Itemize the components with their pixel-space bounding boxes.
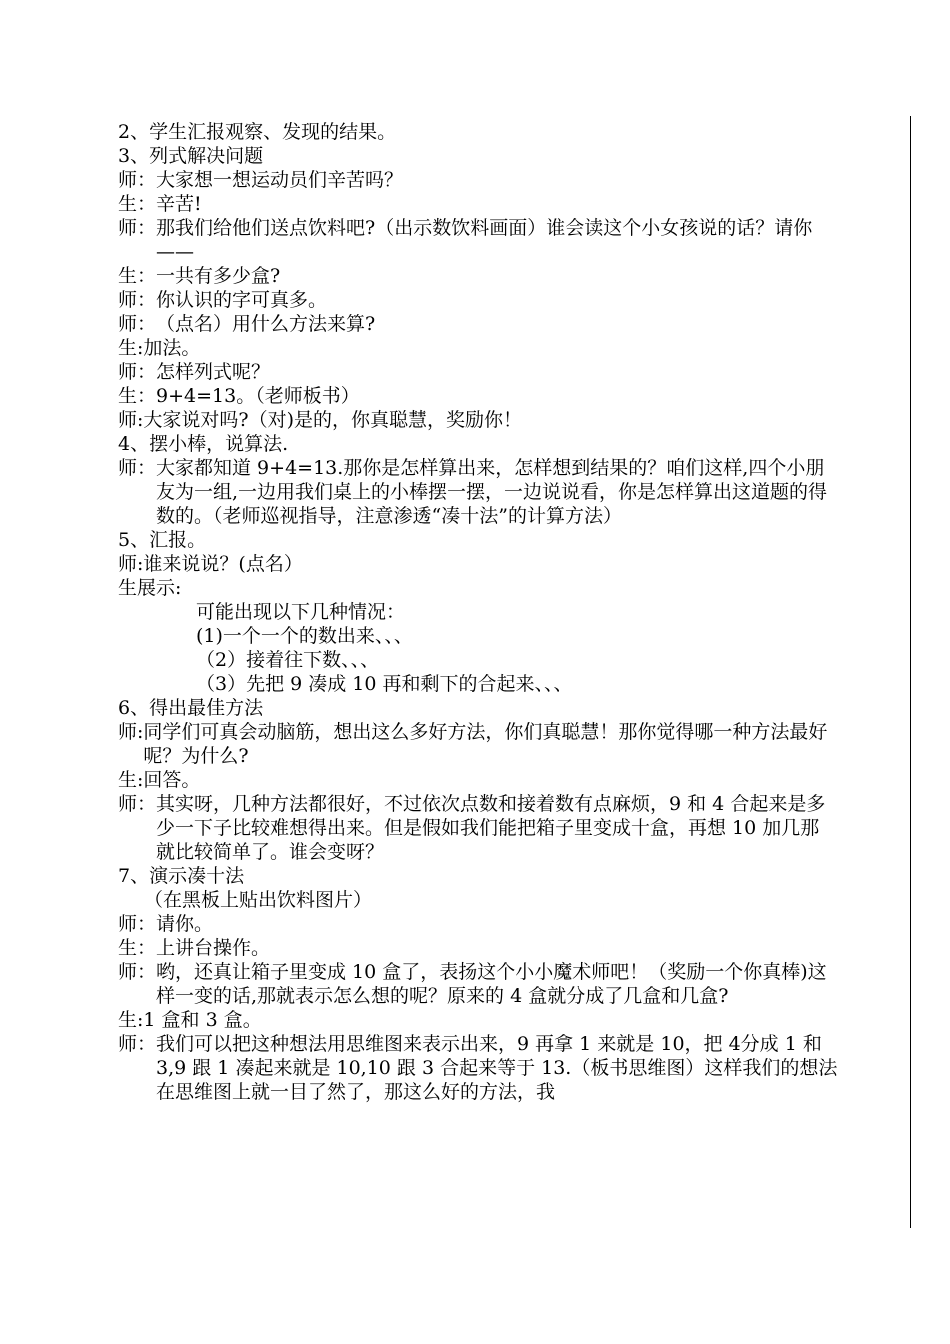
line-text: 大家想一想运动员们辛苦吗？ <box>156 169 404 191</box>
line-text: 4、摆小棒，说算法. <box>118 433 289 455</box>
transcript-line <box>118 168 838 192</box>
line-text: 哟，还真让箱子里变成 10 盒了，表扬这个小小魔术师吧！（奖励一个你真棒)这样一变的话,那就表示怎么想的呢？原来的 4 盒就分成了几盒和几盒? <box>156 961 827 1007</box>
speaker-label: 师: <box>118 409 144 431</box>
line-text: 那我们给他们送点饮料吧?（出示数饮料画面）谁会读这个小女孩说的话？请你—— <box>156 217 813 263</box>
transcript-line <box>118 960 838 1008</box>
speaker-label: 生： <box>118 193 157 215</box>
line-text: 我们可以把这种想法用思维图来表示出来，9 再拿 1 来就是 10，把 4分成 1 和 3,9 跟 1 凑起来就是 10,10 跟 3 合起来等于 13.（板书思维图）这样我们的想法在思维图上就一目了然了，那这么好的方法，我 <box>156 1033 838 1103</box>
transcript-line <box>118 456 838 528</box>
transcript-line <box>118 720 838 768</box>
speaker-label: 师： <box>118 1033 157 1055</box>
transcript-line <box>118 216 838 264</box>
speaker-label: 师： <box>118 313 157 335</box>
line-text: （3）先把 9 凑成 10 再和剩下的合起来、、、 <box>196 673 573 695</box>
speaker-label: 师： <box>118 961 157 983</box>
line-text: 其实呀，几种方法都很好，不过依次点数和接着数有点麻烦，9 和 4 合起来是多少一下子比较难想得出来。但是假如我们能把箱子里变成十盒，再想 10 加几那就比较简单了。谁会变呀？ <box>156 793 826 863</box>
speaker-label: 师: <box>118 553 144 575</box>
transcript-line <box>118 552 838 576</box>
line-text: 你认识的字可真多。 <box>156 289 328 311</box>
line-text: 大家说对吗?（对)是的，你真聪慧，奖励你！ <box>143 409 523 431</box>
right-margin-rule <box>910 116 911 1228</box>
line-text: 请你。 <box>156 913 214 935</box>
line-text: （在黑板上贴出饮料图片） <box>144 889 373 911</box>
speaker-label: 生: <box>118 337 144 359</box>
transcript-line <box>118 1008 838 1032</box>
line-text: （2）接着往下数、、、 <box>196 649 380 671</box>
speaker-label: 师： <box>118 913 157 935</box>
line-text: 谁来说说？(点名） <box>143 553 303 575</box>
transcript-line <box>118 696 838 720</box>
lesson-transcript <box>118 120 838 1104</box>
speaker-label: 师： <box>118 289 157 311</box>
speaker-label: 师： <box>118 169 157 191</box>
speaker-label: 生： <box>118 385 157 407</box>
transcript-line <box>118 528 838 552</box>
line-text: (1)一个一个的数出来、、、 <box>196 625 413 647</box>
line-text: 可能出现以下几种情况： <box>196 601 406 623</box>
transcript-line <box>118 312 838 336</box>
speaker-label: 师： <box>118 793 157 815</box>
transcript-line <box>118 912 838 936</box>
line-text: 9+4=13。（老师板书） <box>156 385 360 407</box>
transcript-line <box>118 576 838 600</box>
transcript-line <box>118 144 838 168</box>
transcript-line <box>118 288 838 312</box>
transcript-line <box>118 432 838 456</box>
transcript-line <box>118 120 838 144</box>
transcript-line <box>118 360 838 384</box>
line-text: 同学们可真会动脑筋，想出这么多好方法，你们真聪慧！那你觉得哪一种方法最好呢？为什么? <box>143 721 828 767</box>
transcript-line <box>118 672 838 696</box>
line-text: 上讲台操作。 <box>156 937 271 959</box>
speaker-label: 师： <box>118 217 157 239</box>
transcript-line <box>118 1032 838 1104</box>
line-text: 1 盒和 3 盒。 <box>143 1009 262 1031</box>
line-text: 生展示: <box>118 577 182 599</box>
speaker-label: 生： <box>118 265 157 287</box>
line-text: 2、学生汇报观察、发现的结果。 <box>118 121 397 143</box>
transcript-line <box>118 864 838 888</box>
transcript-line <box>118 600 838 624</box>
speaker-label: 师: <box>118 721 144 743</box>
line-text: 7、演示凑十法 <box>118 865 245 887</box>
speaker-label: 师： <box>118 457 157 479</box>
line-text: 加法。 <box>143 337 201 359</box>
transcript-line <box>118 624 838 648</box>
line-text: 回答。 <box>143 769 201 791</box>
line-text: （点名）用什么方法来算? <box>156 313 376 335</box>
line-text: 怎样列式呢？ <box>156 361 271 383</box>
speaker-label: 师： <box>118 361 157 383</box>
line-text: 5、汇报。 <box>118 529 207 551</box>
line-text: 6、得出最佳方法 <box>118 697 264 719</box>
transcript-line <box>118 384 838 408</box>
transcript-line <box>118 792 838 864</box>
transcript-line <box>118 408 838 432</box>
speaker-label: 生： <box>118 937 157 959</box>
line-text: 一共有多少盒? <box>156 265 281 287</box>
speaker-label: 生: <box>118 1009 144 1031</box>
transcript-line <box>118 768 838 792</box>
line-text: 辛苦! <box>156 193 202 215</box>
transcript-line <box>118 888 838 912</box>
transcript-line <box>118 936 838 960</box>
line-text: 3、列式解决问题 <box>118 145 264 167</box>
transcript-line <box>118 192 838 216</box>
speaker-label: 生: <box>118 769 144 791</box>
transcript-line <box>118 336 838 360</box>
line-text: 大家都知道 9+4=13.那你是怎样算出来，怎样想到结果的？咱们这样,四个小朋友为一组,一边用我们桌上的小棒摆一摆，一边说说看，你是怎样算出这道题的得数的。（老师巡视指导，注意渗透“凑十法”的计算方法） <box>156 457 828 527</box>
transcript-line <box>118 648 838 672</box>
transcript-line <box>118 264 838 288</box>
